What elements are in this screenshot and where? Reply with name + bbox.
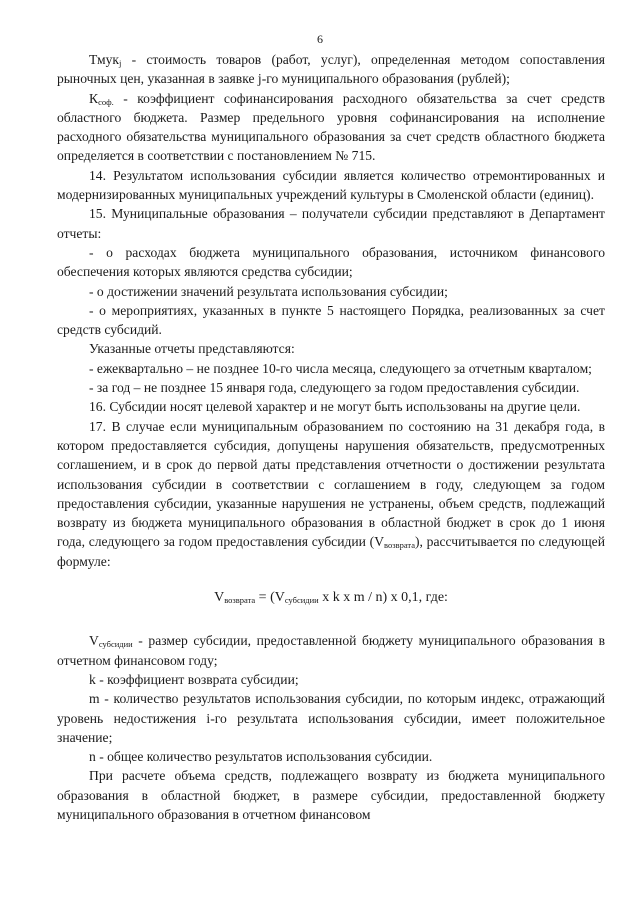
subscript: возврата bbox=[224, 595, 256, 606]
subscript: субсидии bbox=[284, 595, 319, 606]
paragraph-16: 16. Субсидии носят целевой характер и не могут быть использованы на другие цели. bbox=[89, 399, 581, 415]
formula-part: = (V bbox=[255, 590, 285, 606]
paragraph-k: k - коэффициент возврата субсидии; bbox=[89, 671, 299, 687]
formula bbox=[57, 588, 605, 607]
list-item: - ежеквартально – не позднее 10-го числа месяца, следующего за отчетным кварталом; bbox=[89, 360, 592, 376]
page-number: 6 bbox=[317, 32, 323, 46]
list-item: - о достижении значений результата использования субсидии; bbox=[89, 283, 448, 299]
paragraph-17-text-end: ), рассчитывается по следующей формуле: bbox=[57, 534, 605, 569]
definition-text: - размер субсидии, предоставленной бюджету муниципального образования в отчетном финансовом году; bbox=[57, 633, 605, 668]
term-ksof: К bbox=[89, 90, 99, 106]
paragraph-15: 15. Муниципальные образования – получатели субсидии представляют в Департамент отчеты: bbox=[57, 206, 605, 241]
formula-part: x k x m / n) x 0,1, где: bbox=[318, 590, 448, 606]
formula-part: V bbox=[214, 590, 225, 606]
paragraph-last: При расчете объема средств, подлежащего возврату из бюджета муниципального образования в областной бюджет, в размере субсидии, предоставленной бюджету муниципального образования в отчетном финансовом bbox=[57, 768, 605, 822]
term-tmuk: Тмук bbox=[89, 52, 119, 67]
paragraph-m: m - количество результатов использования субсидии, по которым индекс, отражающий уровень недостижения i-го результата использования субсидии, имеет положительное значение; bbox=[57, 691, 605, 745]
paragraph-14: 14. Результатом использования субсидии является количество отремонтированных и модернизированных муниципальных учреждений культуры в Смоленской области (единиц). bbox=[57, 167, 605, 203]
document-body bbox=[57, 50, 605, 824]
paragraph-vsub bbox=[57, 631, 605, 670]
subscript: субсидии bbox=[98, 639, 133, 650]
subscript: соф. bbox=[98, 96, 114, 107]
paragraph-reports-intro: Указанные отчеты представляются: bbox=[89, 341, 295, 357]
paragraph-tmuk bbox=[57, 50, 605, 89]
paragraph-ksof bbox=[57, 89, 605, 166]
list-item: - о расходах бюджета муниципального образования, источником финансового обеспечения которых являются средства субсидии; bbox=[57, 244, 605, 280]
subscript: j bbox=[118, 58, 122, 68]
paragraph-n: n - общее количество результатов использования субсидии. bbox=[89, 749, 433, 765]
definition-text: - стоимость товаров (работ, услуг), определенная методом сопоставления рыночных цен, указанная в заявке j-го муниципального образования (рублей); bbox=[57, 52, 605, 87]
list-item: - за год – не позднее 15 января года, следующего за годом предоставления субсидии. bbox=[89, 380, 580, 396]
paragraph-17-text: 17. В случае если муниципальным образованием по состоянию на 31 декабря года, в котором предоставляется субсидия, допущены нарушения обязательств, предусмотренных соглашением, и в срок до первой даты представления отчетности о достижении результата использования субсидии в соответствии с соглашением в году, следующем за годом предоставления субсидии, указанные нарушения не устранены, объем средств, подлежащий возврату из бюджета муниципального образования в областной бюджет в срок до 1 июня года, следующего за годом предоставления субсидии (V bbox=[57, 418, 605, 550]
paragraph-17 bbox=[57, 417, 605, 571]
definition-text: - коэффициент софинансирования расходного обязательства за счет средств областного бюджета. Размер предельного уровня софинансирования на исполнение расходного обязательства муниципального образования за счет средств областного бюджета определяется в соответствии с постановлением № 715. bbox=[57, 90, 605, 164]
list-item: - о мероприятиях, указанных в пункте 5 настоящего Порядка, реализованных за счет средств субсидий. bbox=[57, 302, 605, 338]
subscript: возврата bbox=[384, 540, 415, 551]
term-v: V bbox=[89, 633, 99, 649]
